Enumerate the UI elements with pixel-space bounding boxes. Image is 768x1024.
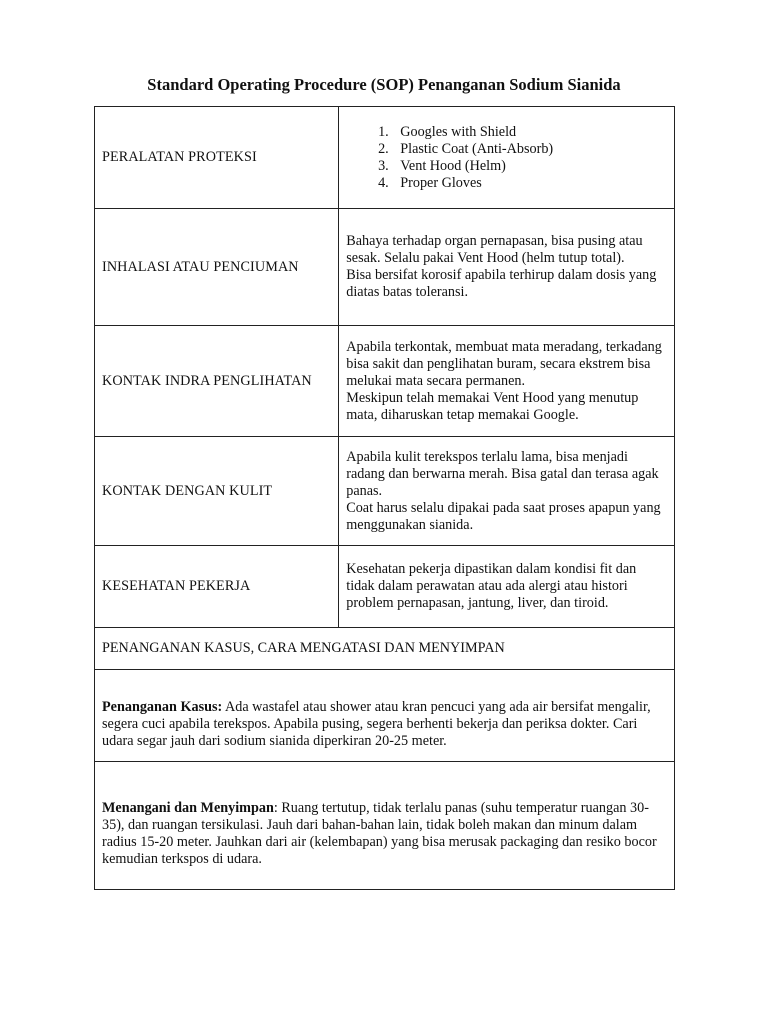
- row-paragraph: Bisa bersifat korosif apabila terhirup dalam dosis yang diatas batas toleransi.: [346, 267, 657, 300]
- table-row: [95, 670, 675, 762]
- sop-table: [94, 106, 675, 890]
- section-header: PENANGANAN KASUS, CARA MENGATASI DAN MENYIMPAN: [95, 628, 675, 670]
- row-paragraph: Meskipun telah memakai Vent Hood yang menutup mata, diharuskan tetap memakai Google.: [346, 389, 639, 423]
- row-label: KESEHATAN PEKERJA: [95, 546, 339, 628]
- list-item: 4. Proper Gloves: [392, 175, 667, 192]
- table-row: [95, 209, 675, 326]
- row-paragraph: Apabila terkontak, membuat mata meradang, terkadang bisa sakit dan penglihatan buram, secara ekstrem bisa melukai mata secara permanen.: [346, 338, 662, 389]
- handling-lead: Penanganan Kasus:: [102, 698, 223, 715]
- table-row: [95, 107, 675, 209]
- protection-list: [346, 124, 667, 192]
- table-row: [95, 628, 675, 670]
- row-paragraph: Apabila kulit terekspos terlalu lama, bisa menjadi radang dan berwarna merah. Bisa gatal dan terasa agak panas.: [346, 448, 659, 499]
- row-value: [339, 107, 675, 209]
- handling-cell: [95, 670, 675, 762]
- table-row: [95, 546, 675, 628]
- row-label: KONTAK INDRA PENGLIHATAN: [95, 326, 339, 437]
- list-item: 1. Googles with Shield: [392, 124, 667, 141]
- row-value: [339, 209, 675, 326]
- row-paragraph: Kesehatan pekerja dipastikan dalam kondisi fit dan tidak dalam perawatan atau ada alergi atau histori problem pernapasan, jantung, liver, dan tiroid.: [346, 561, 637, 611]
- list-item: 3. Vent Hood (Helm): [392, 158, 667, 175]
- row-value: [339, 326, 675, 437]
- storage-lead: Menangani dan Menyimpan: [102, 800, 274, 816]
- list-item: 2. Plastic Coat (Anti-Absorb): [392, 141, 667, 158]
- row-value: [339, 546, 675, 628]
- row-paragraph: Coat harus selalu dipakai pada saat proses apapun yang menggunakan sianida.: [346, 499, 661, 533]
- table-row: [95, 762, 675, 890]
- row-label: KONTAK DENGAN KULIT: [95, 437, 339, 546]
- row-paragraph: Bahaya terhadap organ pernapasan, bisa pusing atau sesak. Selalu pakai Vent Hood (helm tutup total).: [346, 233, 643, 266]
- storage-cell: [95, 762, 675, 890]
- page-title: Standard Operating Procedure (SOP) Penanganan Sodium Sianida: [147, 75, 621, 94]
- table-row: [95, 437, 675, 546]
- row-label: INHALASI ATAU PENCIUMAN: [95, 209, 339, 326]
- row-value: [339, 437, 675, 546]
- storage-text: : Ruang tertutup, tidak terlalu panas (suhu temperatur ruangan 30-35), dan ruangan tersikulasi. Jauh dari bahan-bahan lain, tidak boleh makan dan minum dalam radius 15-20 meter. Jauhkan dari air (kelembapan) yang bisa merusak packaging dan resiko bocor kemudian terkspos di udara.: [102, 800, 657, 867]
- table-row: [95, 326, 675, 437]
- handling-text: Ada wastafel atau shower atau kran pencuci yang ada air bersifat mengalir, segera cuci apabila terekspos. Apabila pusing, segera berhenti bekerja dan periksa dokter. Cari udara segar jauh dari sodium sianida diperkiran 20-25 meter.: [102, 698, 651, 749]
- row-label: PERALATAN PROTEKSI: [95, 107, 339, 209]
